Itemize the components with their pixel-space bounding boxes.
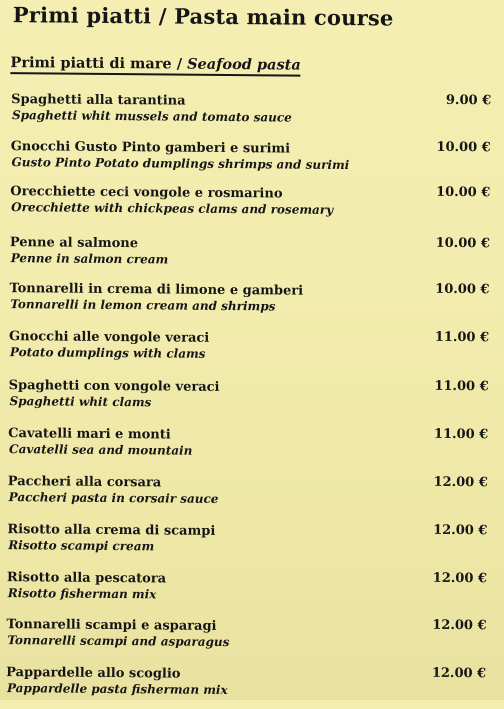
dish-price: 12.00 € — [433, 474, 488, 491]
menu-item — [10, 139, 490, 183]
dish-price: 10.00 € — [435, 184, 491, 201]
menu-item — [9, 281, 489, 325]
dish-price: 10.00 € — [436, 139, 491, 156]
section-title-italian: Primi piatti di mare / — [10, 54, 183, 73]
section-title-english: Seafood pasta — [187, 55, 301, 74]
menu-item — [7, 570, 487, 614]
dish-description: Penne in salmon cream — [10, 251, 169, 267]
dish-price: 12.00 € — [431, 665, 487, 682]
dish-description: Orecchiette with chickpeas clams and rosemary — [11, 200, 334, 217]
menu-item — [6, 665, 486, 709]
dish-description: Cavatelli sea and mountain — [9, 442, 193, 458]
dish-description: Pappardelle pasta fisherman mix — [6, 681, 228, 698]
dish-name: Gnocchi alle vongole veraci — [8, 329, 210, 346]
dish-description: Risotto scampi cream — [8, 538, 155, 554]
dish-name: Gnocchi Gusto Pinto gamberi e surimi — [10, 139, 291, 157]
menu-item — [6, 617, 486, 661]
menu-item — [11, 92, 491, 136]
page-title: Primi piatti / Pasta main course — [12, 2, 394, 31]
dish-price: 10.00 € — [435, 281, 490, 298]
menu-item — [10, 235, 490, 279]
menu-item — [9, 329, 489, 373]
dish-description: Tonnarelli in lemon cream and shrimps — [10, 297, 276, 314]
dish-name: Penne al salmone — [9, 235, 139, 252]
dish-price: 9.00 € — [445, 92, 492, 109]
section-title — [10, 54, 300, 77]
dish-price: 11.00 € — [434, 378, 489, 395]
dish-price: 11.00 € — [433, 426, 489, 443]
dish-name: Tonnarelli in crema di limone e gamberi — [9, 281, 304, 299]
dish-price: 12.00 € — [432, 570, 488, 587]
dish-name: Orecchiette ceci vongole e rosmarino — [10, 184, 283, 202]
dish-name: Spaghetti con vongole veraci — [8, 378, 220, 395]
dish-price: 12.00 € — [433, 522, 488, 539]
dish-price: 11.00 € — [434, 329, 490, 346]
dish-description: Tonnarelli scampi and asparagus — [7, 633, 230, 650]
menu-item — [7, 522, 487, 566]
dish-description: Gusto Pinto Potato dumplings shrimps and surimi — [11, 155, 350, 173]
dish-description: Spaghetti whit clams — [9, 394, 152, 410]
dish-name: Cavatelli mari e monti — [8, 426, 171, 443]
dish-name: Risotto alla pescatora — [6, 570, 167, 587]
menu-item — [8, 378, 488, 422]
dish-name: Paccheri alla corsara — [7, 474, 162, 491]
dish-name: Spaghetti alla tarantina — [11, 92, 186, 109]
dish-price: 10.00 € — [435, 235, 490, 252]
dish-description: Potato dumplings with clams — [9, 345, 206, 361]
menu-item — [8, 426, 488, 470]
menu-item — [10, 184, 490, 228]
dish-price: 12.00 € — [432, 617, 487, 634]
dish-description: Spaghetti whit mussels and tomato sauce — [11, 108, 292, 125]
dish-name: Tonnarelli scampi e asparagi — [6, 617, 217, 634]
dish-name: Pappardelle allo scoglio — [6, 665, 181, 682]
menu-item — [8, 474, 488, 518]
dish-description: Paccheri pasta in corsair sauce — [8, 490, 219, 506]
dish-description: Risotto fisherman mix — [7, 586, 157, 602]
dish-name: Risotto alla crema di scampi — [7, 522, 216, 539]
